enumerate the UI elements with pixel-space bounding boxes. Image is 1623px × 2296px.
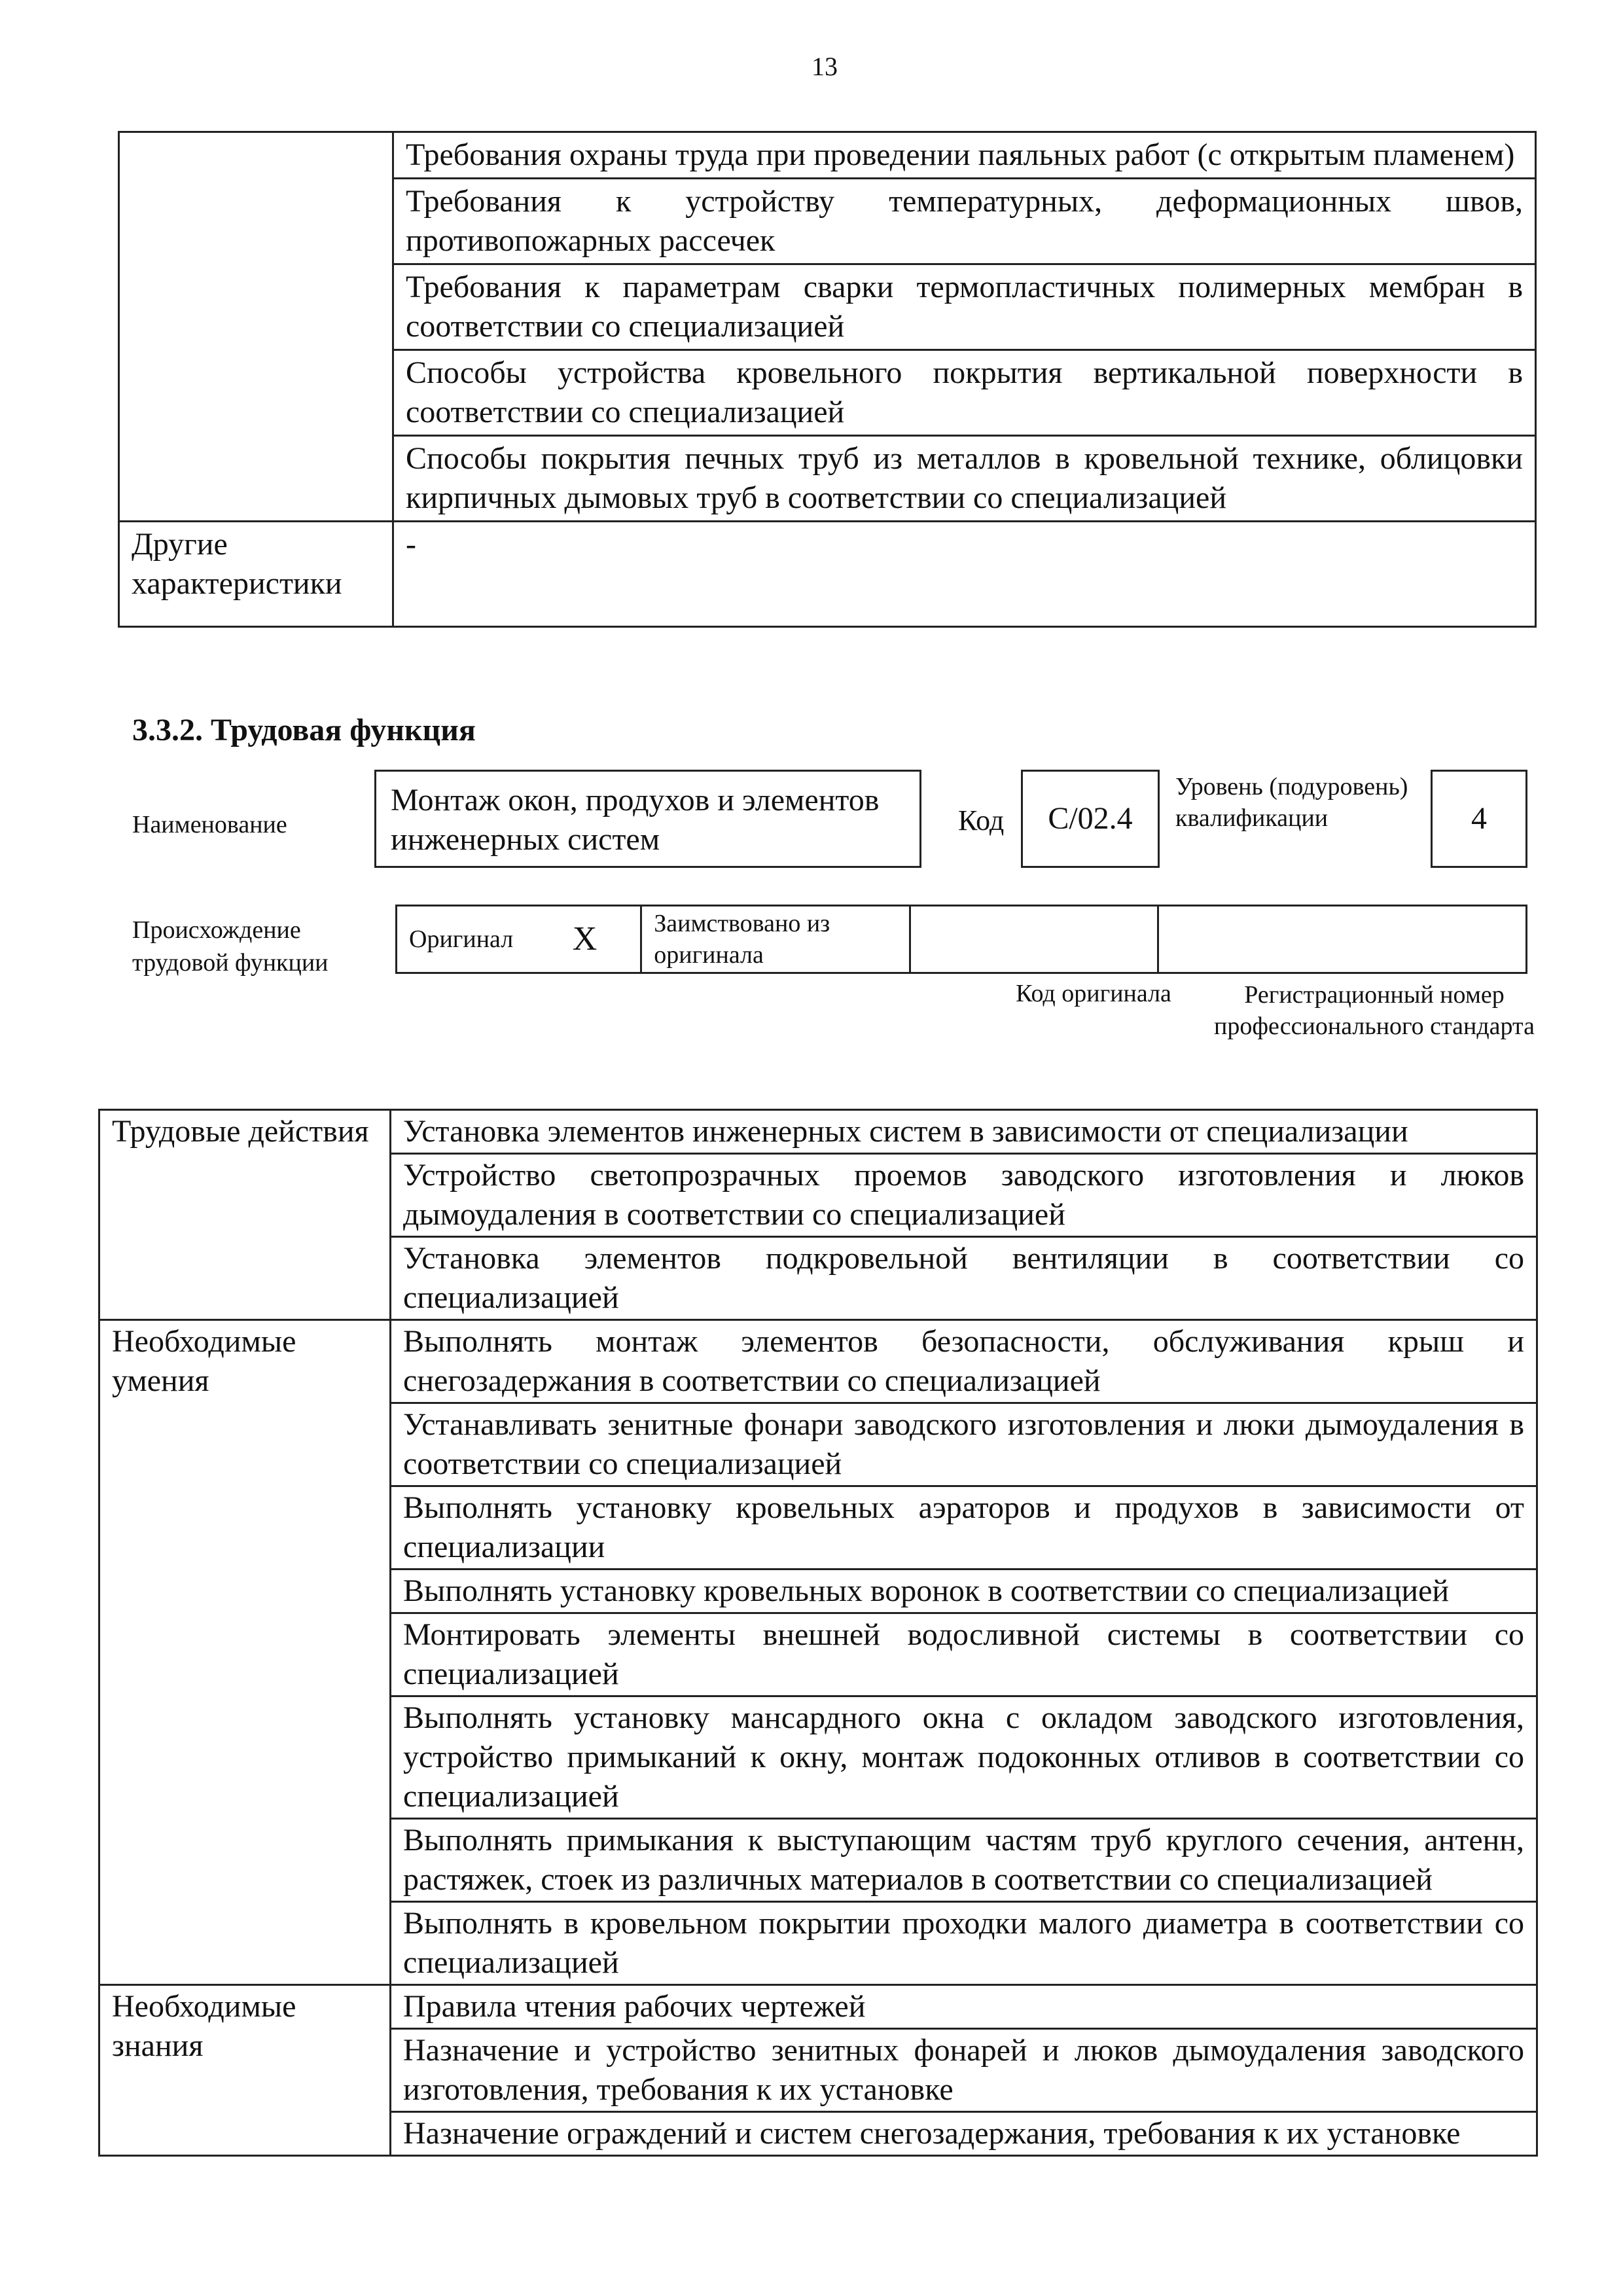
table-cell: Требования к устройству температурных, деформационных швов, противопожарных рассечек [393, 179, 1536, 264]
other-characteristics-value: - [393, 522, 1536, 627]
skill: Выполнять установку мансардного окна с окладом заводского изготовления, устройство примыканий к окну, монтаж подоконных отливов в соответствии со специализацией [391, 1696, 1537, 1819]
knowledge-item: Назначение и устройство зенитных фонарей и люков дымоудаления заводского изготовления, требования к их установке [391, 2029, 1537, 2112]
labor-action: Установка элементов инженерных систем в зависимости от специализации [391, 1110, 1537, 1154]
skill: Выполнять примыкания к выступающим частям труб круглого сечения, антенн, растяжек, стоек из различных материалов в соответствии со специализацией [391, 1819, 1537, 1902]
skill: Выполнять установку кровельных аэраторов и продухов в зависимости от специализации [391, 1486, 1537, 1570]
page-number: 13 [812, 52, 838, 81]
name-label: Наименование [132, 811, 287, 838]
knowledge-table-continued [118, 131, 1537, 628]
table-row [397, 906, 1527, 973]
registration-number-cell [1158, 906, 1526, 973]
table-row [99, 1320, 1537, 1403]
knowledge-item: Назначение ограждений и систем снегозадержания, требования к их установке [391, 2112, 1537, 2156]
labor-action: Устройство светопрозрачных проемов заводского изготовления и люков дымоудаления в соответствии со специализацией [391, 1154, 1537, 1237]
knowledge-label: Необходимые знания [99, 1985, 391, 2156]
labor-actions-label: Трудовые действия [99, 1110, 391, 1320]
skills-label: Необходимые умения [99, 1320, 391, 1985]
table-cell: Способы устройства кровельного покрытия вертикальной поверхности в соответствии со специализацией [393, 350, 1536, 436]
code-value: C/02.4 [1021, 770, 1160, 868]
section-heading: 3.3.2. Трудовая функция [132, 713, 476, 747]
table-row [119, 132, 1536, 179]
skill: Устанавливать зенитные фонари заводского изготовления и люки дымоудаления в соответствии со специализацией [391, 1403, 1537, 1486]
knowledge-item: Правила чтения рабочих чертежей [391, 1985, 1537, 2029]
origin-label: Происхождение трудовой функции [132, 916, 329, 977]
level-value: 4 [1431, 770, 1527, 868]
name-value: Монтаж окон, продухов и элементов инженерных систем [374, 770, 921, 868]
skill: Выполнять установку кровельных воронок в соответствии со специализацией [391, 1570, 1537, 1613]
origin-mark: X [529, 906, 641, 973]
table-row [99, 1110, 1537, 1154]
caption-registration-number: Регистрационный номер профессионального стандарта [1214, 981, 1535, 1040]
code-label: Код [958, 804, 1005, 836]
table-row [119, 522, 1536, 627]
labor-action: Установка элементов подкровельной вентиляции в соответствии со специализацией [391, 1237, 1537, 1320]
skill: Монтировать элементы внешней водосливной системы в соответствии со специализацией [391, 1613, 1537, 1696]
origin-table [395, 905, 1527, 974]
table-cell: Требования к параметрам сварки термопластичных полимерных мембран в соответствии со специализацией [393, 264, 1536, 350]
skill: Выполнять монтаж элементов безопасности, обслуживания крыш и снегозадержания в соответствии со специализацией [391, 1320, 1537, 1403]
table-row [99, 1985, 1537, 2029]
original-code-cell [910, 906, 1158, 973]
empty-label-cell [119, 132, 393, 522]
level-label: Уровень (подуровень) квалификации [1175, 773, 1408, 832]
origin-original: Оригинал [397, 906, 529, 973]
other-characteristics-label: Другие характеристики [119, 522, 393, 627]
table-cell: Требования охраны труда при проведении паяльных работ (с открытым пламенем) [393, 132, 1536, 179]
caption-original-code: Код оригинала [1016, 980, 1171, 1007]
skill: Выполнять в кровельном покрытии проходки малого диаметра в соответствии со специализацией [391, 1902, 1537, 1985]
table-cell: Способы покрытия печных труб из металлов в кровельной технике, облицовки кирпичных дымовых труб в соответствии со специализацией [393, 436, 1536, 522]
labor-function-table [98, 1109, 1538, 2157]
origin-borrowed: Заимствовано из оригинала [641, 906, 910, 973]
